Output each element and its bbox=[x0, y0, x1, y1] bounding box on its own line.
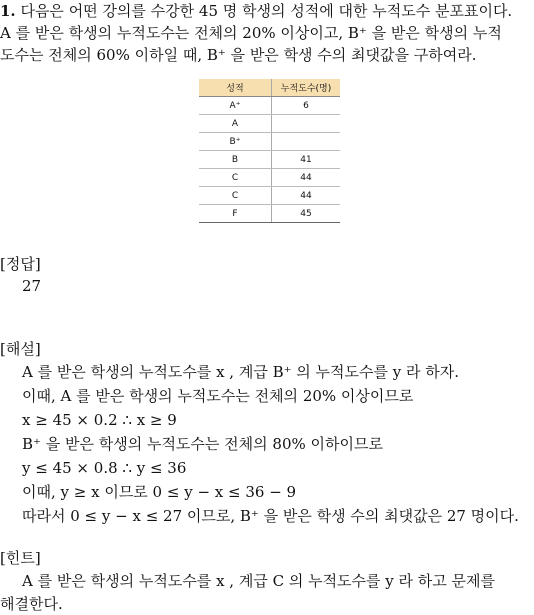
question-line-3: 도수는 전체의 60% 이하일 때, B⁺ 을 받은 학생 수의 최댓값을 구하여라. bbox=[0, 46, 477, 64]
table-row bbox=[199, 133, 340, 151]
table-row bbox=[199, 187, 340, 205]
table-row bbox=[199, 115, 340, 133]
answer-value: 27 bbox=[22, 277, 42, 295]
table-row bbox=[199, 205, 340, 223]
grade-cell: B⁺ bbox=[199, 133, 272, 151]
count-cell: 41 bbox=[272, 151, 341, 169]
table-row bbox=[199, 97, 340, 115]
grade-cell: C bbox=[199, 169, 272, 187]
solution-line: 따라서 0 ≤ y − x ≤ 27 이므로, B⁺ 을 받은 학생 수의 최댓값은 27 명이다. bbox=[22, 507, 519, 525]
solution-line: A 를 받은 학생의 누적도수를 x , 계급 B⁺ 의 누적도수를 y 라 하자. bbox=[22, 363, 460, 381]
count-cell: 45 bbox=[272, 205, 341, 223]
table-row bbox=[199, 151, 340, 169]
count-cell bbox=[272, 133, 341, 151]
hint-label: [힌트] bbox=[0, 549, 41, 567]
count-cell bbox=[272, 115, 341, 133]
count-cell: 44 bbox=[272, 169, 341, 187]
grade-cell: C bbox=[199, 187, 272, 205]
grade-cell: B bbox=[199, 151, 272, 169]
hint-line-2: 해결한다. bbox=[0, 595, 63, 613]
question-text-1: 다음은 어떤 강의를 수강한 45 명 학생의 성적에 대한 누적도수 분포표이다. bbox=[20, 2, 513, 20]
header-cumulative-count: 누적도수(명) bbox=[272, 79, 341, 97]
cumulative-frequency-table bbox=[199, 79, 340, 223]
question-line-2: A 를 받은 학생의 누적도수는 전체의 20% 이상이고, B⁺ 을 받은 학생의 누적 bbox=[0, 24, 502, 42]
grade-cell: A bbox=[199, 115, 272, 133]
table-row bbox=[199, 169, 340, 187]
header-grade: 성적 bbox=[199, 79, 272, 97]
solution-label: [해설] bbox=[0, 340, 41, 358]
question-number: 1. bbox=[0, 2, 16, 20]
table-header-row bbox=[199, 79, 340, 97]
solution-line: y ≤ 45 × 0.8 ∴ y ≤ 36 bbox=[22, 459, 187, 477]
question-line-1 bbox=[0, 0, 512, 22]
count-cell: 44 bbox=[272, 187, 341, 205]
solution-line: 이때, y ≥ x 이므로 0 ≤ y − x ≤ 36 − 9 bbox=[22, 483, 297, 501]
hint-line-1: A 를 받은 학생의 누적도수를 x , 계급 C 의 누적도수를 y 라 하고 문제를 bbox=[22, 572, 496, 590]
grade-cell: A⁺ bbox=[199, 97, 272, 115]
answer-label: [정답] bbox=[0, 255, 41, 273]
solution-line: 이때, A 를 받은 학생의 누적도수는 전체의 20% 이상이므로 bbox=[22, 387, 414, 405]
solution-line: x ≥ 45 × 0.2 ∴ x ≥ 9 bbox=[22, 411, 177, 429]
solution-line: B⁺ 을 받은 학생의 누적도수는 전체의 80% 이하이므로 bbox=[22, 435, 383, 453]
grade-cell: F bbox=[199, 205, 272, 223]
count-cell: 6 bbox=[272, 97, 341, 115]
